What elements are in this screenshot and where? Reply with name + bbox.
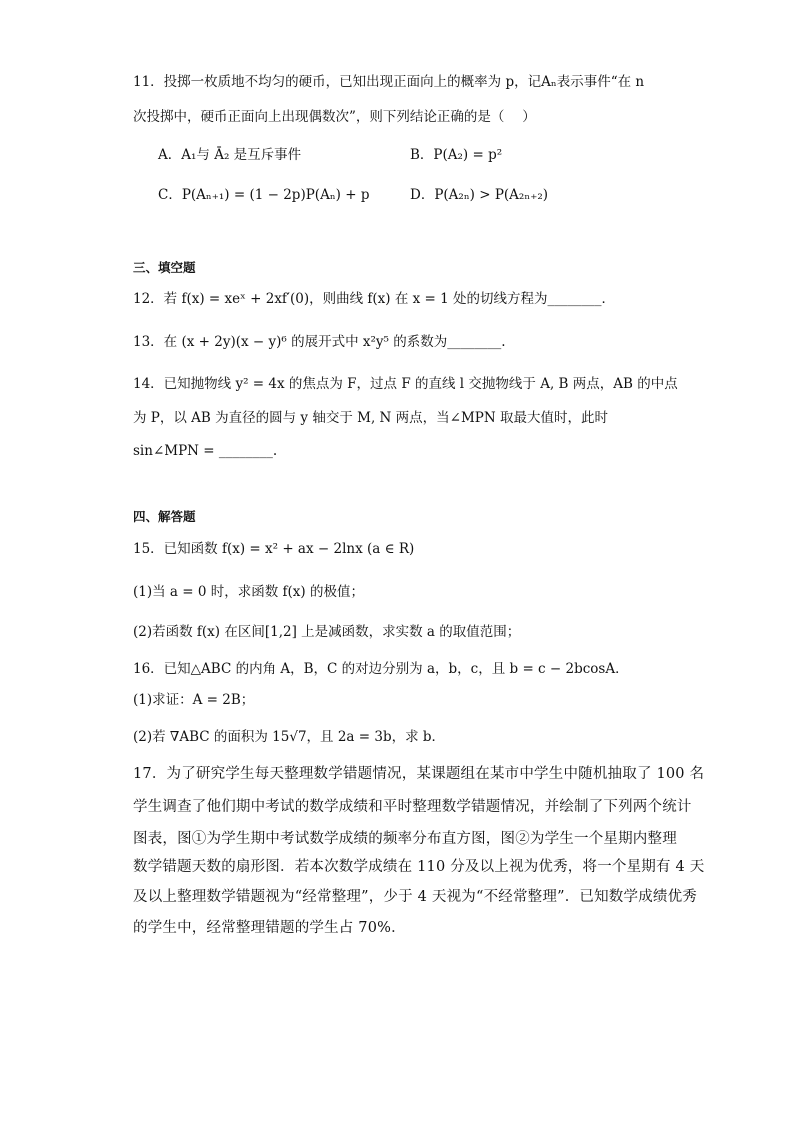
q11-option-b: B．P(A₂) = p² [410, 147, 503, 163]
q15-stem: 15．已知函数 f(x) = x² + ax − 2lnx (a ∈ R) [133, 541, 415, 557]
q14-line-1: 14．已知抛物线 y² = 4x 的焦点为 F，过点 F 的直线 l 交抛物线于 A, B 两点，AB 的中点 [133, 376, 678, 392]
q11-line-2: 次投掷中，硬币正面向上出现偶数次”，则下列结论正确的是（ ） [133, 109, 536, 125]
q17-line-2: 学生调查了他们期中考试的数学成绩和平时整理数学错题情况，并绘制了下列两个统计 [133, 799, 692, 815]
q15-part-1: (1)当 a = 0 时，求函数 f(x) 的极值； [133, 584, 364, 600]
section-heading-solutions: 四、解答题 [133, 509, 196, 524]
q14-line-2: 为 P，以 AB 为直径的圆与 y 轴交于 M, N 两点，当∠MPN 取最大值时，此时 [133, 410, 608, 426]
section-heading-fill-in: 三、填空题 [133, 260, 196, 275]
q17-line-6: 的学生中，经常整理错题的学生占 70%． [133, 920, 406, 936]
q12: 12．若 f(x) = xeˣ + 2xf′(0)，则曲线 f(x) 在 x = 1 处的切线方程为________． [133, 291, 616, 307]
q11-option-d: D．P(A₂ₙ) > P(A₂ₙ₊₂) [410, 187, 548, 203]
q17-line-1: 17．为了研究学生每天整理数学错题情况，某课题组在某市中学生中随机抽取了 100 名 [133, 766, 705, 782]
q17-line-3: 图表，图①为学生期中考试数学成绩的频率分布直方图，图②为学生一个星期内整理 [133, 831, 677, 847]
q11-option-c: C．P(Aₙ₊₁) = (1 − 2p)P(Aₙ) + p [158, 187, 370, 203]
q11-option-a: A．A₁与 Ā₂ 是互斥事件 [158, 147, 302, 163]
q15-part-2: (2)若函数 f(x) 在区间[1,2] 上是减函数，求实数 a 的取值范围； [133, 624, 521, 640]
q16-stem: 16．已知△ABC 的内角 A，B，C 的对边分别为 a，b，c，且 b = c − 2bcosA． [133, 661, 629, 677]
q13: 13．在 (x + 2y)(x − y)⁶ 的展开式中 x²y⁵ 的系数为________. [133, 334, 506, 350]
q17-line-5: 及以上整理数学错题视为“经常整理”，少于 4 天视为“不经常整理”．已知数学成绩优秀 [133, 889, 697, 905]
q16-part-1: (1)求证：A = 2B； [133, 692, 255, 708]
q14-line-3: sin∠MPN = ________. [133, 443, 278, 459]
q11-line-1: 11．投掷一枚质地不均匀的硬币，已知出现正面向上的概率为 p，记Aₙ表示事件“在 n [133, 74, 645, 90]
q16-part-2: (2)若 ∇ABC 的面积为 15√7，且 2a = 3b，求 b． [133, 729, 446, 745]
q17-line-4: 数学错题天数的扇形图．若本次数学成绩在 110 分及以上视为优秀，将一个星期有 4 天 [133, 859, 705, 875]
